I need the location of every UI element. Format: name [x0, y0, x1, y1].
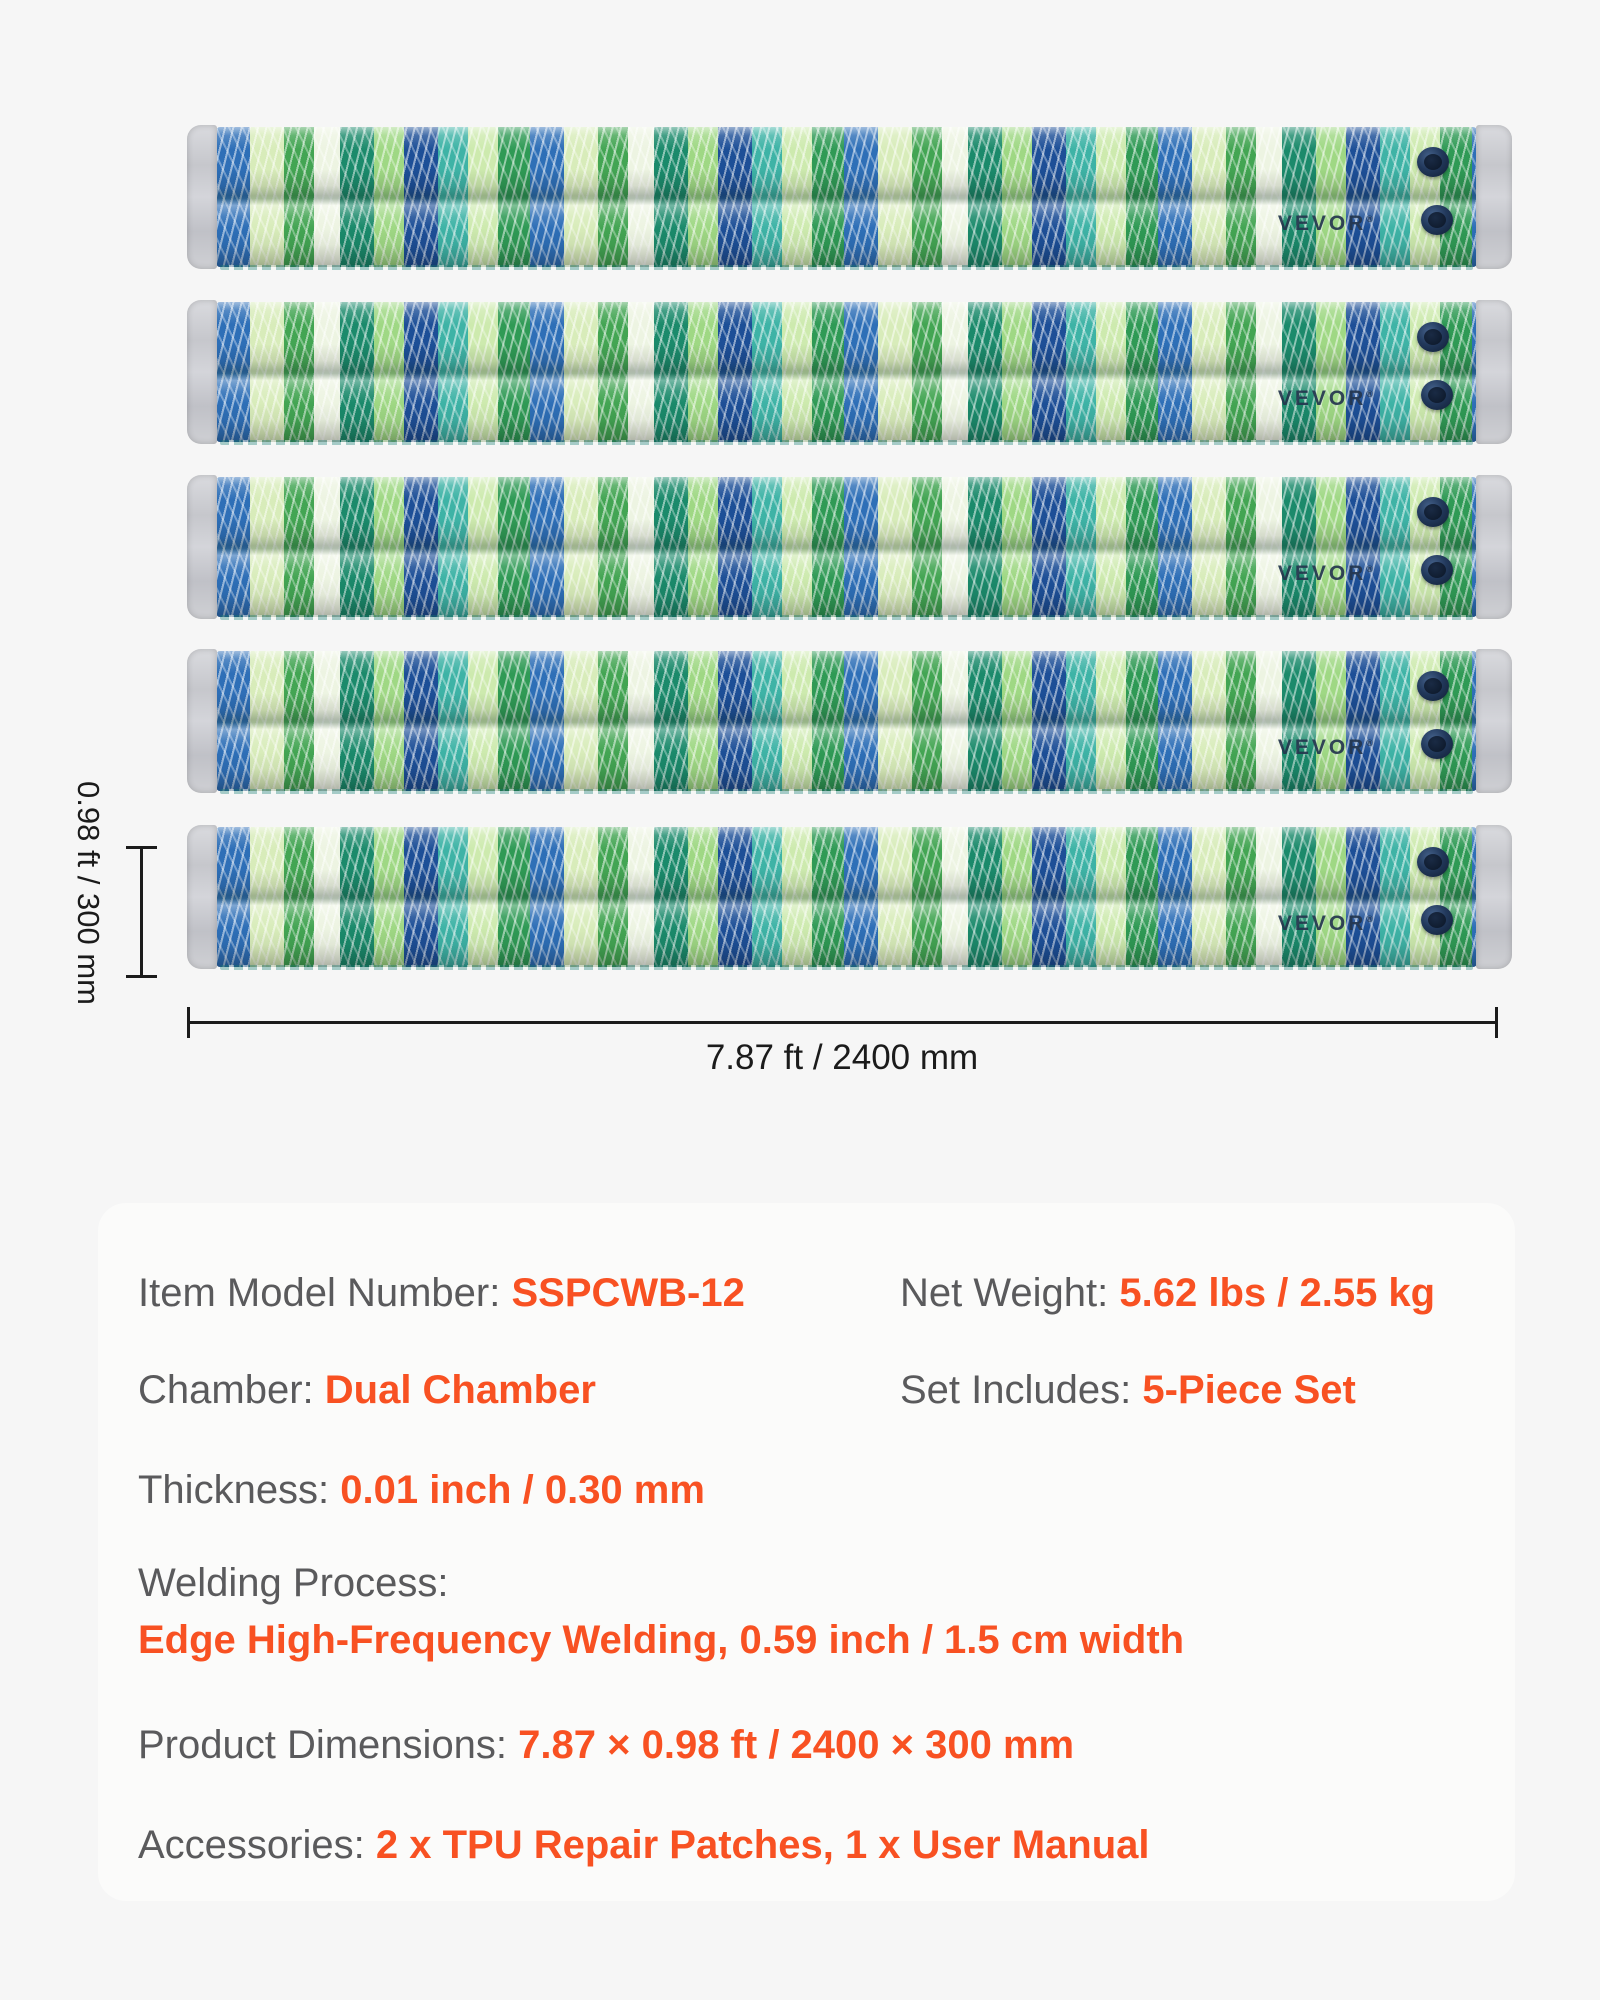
spec-value: 7.87 × 0.98 ft / 2400 × 300 mm	[518, 1723, 1075, 1767]
vevor-logo: VEVOR®	[1277, 912, 1373, 935]
tube-left-cap	[187, 649, 217, 793]
tube-right-cap	[1476, 300, 1512, 444]
vevor-logo: VEVOR®	[1277, 387, 1373, 410]
width-dimension-line	[187, 1021, 1498, 1024]
spec-value: 0.01 inch / 0.30 mm	[340, 1468, 705, 1512]
tube-striped-body	[216, 302, 1477, 442]
tube-striped-body	[216, 127, 1477, 267]
inflatable-tube-5	[187, 827, 1512, 967]
width-dimension-label: 7.87 ft / 2400 mm	[705, 1038, 979, 1077]
air-valve-icon	[1417, 497, 1449, 527]
height-dimension-label: 0.98 ft / 300 mm	[71, 781, 106, 1005]
air-valve-icon	[1417, 147, 1449, 177]
tube-right-cap	[1476, 825, 1512, 969]
height-dimension-line	[140, 846, 143, 978]
spec-row-dimensions	[138, 1721, 1074, 1769]
spec-label: Welding Process:	[138, 1561, 449, 1605]
tube-left-cap	[187, 300, 217, 444]
air-valve-icon	[1421, 205, 1453, 235]
spec-value: Dual Chamber	[324, 1368, 596, 1412]
spec-label: Product Dimensions:	[138, 1723, 519, 1767]
tube-left-cap	[187, 125, 217, 269]
vevor-logo: VEVOR®	[1277, 212, 1373, 235]
air-valve-icon	[1421, 729, 1453, 759]
tube-striped-body	[216, 651, 1477, 791]
spec-label: Set Includes:	[900, 1368, 1143, 1412]
spec-value: Edge High-Frequency Welding, 0.59 inch / 1.5 cm width	[138, 1618, 1185, 1662]
air-valve-icon	[1417, 322, 1449, 352]
vevor-logo: VEVOR®	[1277, 562, 1373, 585]
tube-right-cap	[1476, 125, 1512, 269]
tube-left-cap	[187, 825, 217, 969]
spec-label: Accessories:	[138, 1823, 376, 1867]
spec-row-model	[138, 1269, 745, 1317]
inflatable-tube-2	[187, 302, 1512, 442]
air-valve-icon	[1421, 555, 1453, 585]
air-valve-icon	[1421, 380, 1453, 410]
tube-left-cap	[187, 475, 217, 619]
spec-value: 2 x TPU Repair Patches, 1 x User Manual	[375, 1823, 1150, 1867]
spec-value: SSPCWB-12	[511, 1271, 745, 1315]
air-valve-icon	[1421, 905, 1453, 935]
air-valve-icon	[1417, 671, 1449, 701]
spec-row-thickness	[138, 1466, 705, 1514]
spec-row-net-weight	[900, 1269, 1435, 1317]
tube-striped-body	[216, 477, 1477, 617]
spec-row-welding	[138, 1555, 1184, 1669]
air-valve-icon	[1417, 847, 1449, 877]
inflatable-tube-3	[187, 477, 1512, 617]
spec-row-accessories	[138, 1821, 1150, 1869]
tube-right-cap	[1476, 649, 1512, 793]
spec-label: Net Weight:	[900, 1271, 1120, 1315]
spec-value: 5-Piece Set	[1142, 1368, 1356, 1412]
inflatable-tube-4	[187, 651, 1512, 791]
spec-label: Item Model Number:	[138, 1271, 512, 1315]
vevor-logo: VEVOR®	[1277, 736, 1373, 759]
spec-row-set-includes	[900, 1366, 1356, 1414]
inflatable-tube-1	[187, 127, 1512, 267]
spec-label: Thickness:	[138, 1468, 341, 1512]
spec-panel	[98, 1203, 1515, 1901]
spec-row-chamber	[138, 1366, 596, 1414]
tube-right-cap	[1476, 475, 1512, 619]
spec-label: Chamber:	[138, 1368, 325, 1412]
tube-striped-body	[216, 827, 1477, 967]
spec-value: 5.62 lbs / 2.55 kg	[1119, 1271, 1436, 1315]
